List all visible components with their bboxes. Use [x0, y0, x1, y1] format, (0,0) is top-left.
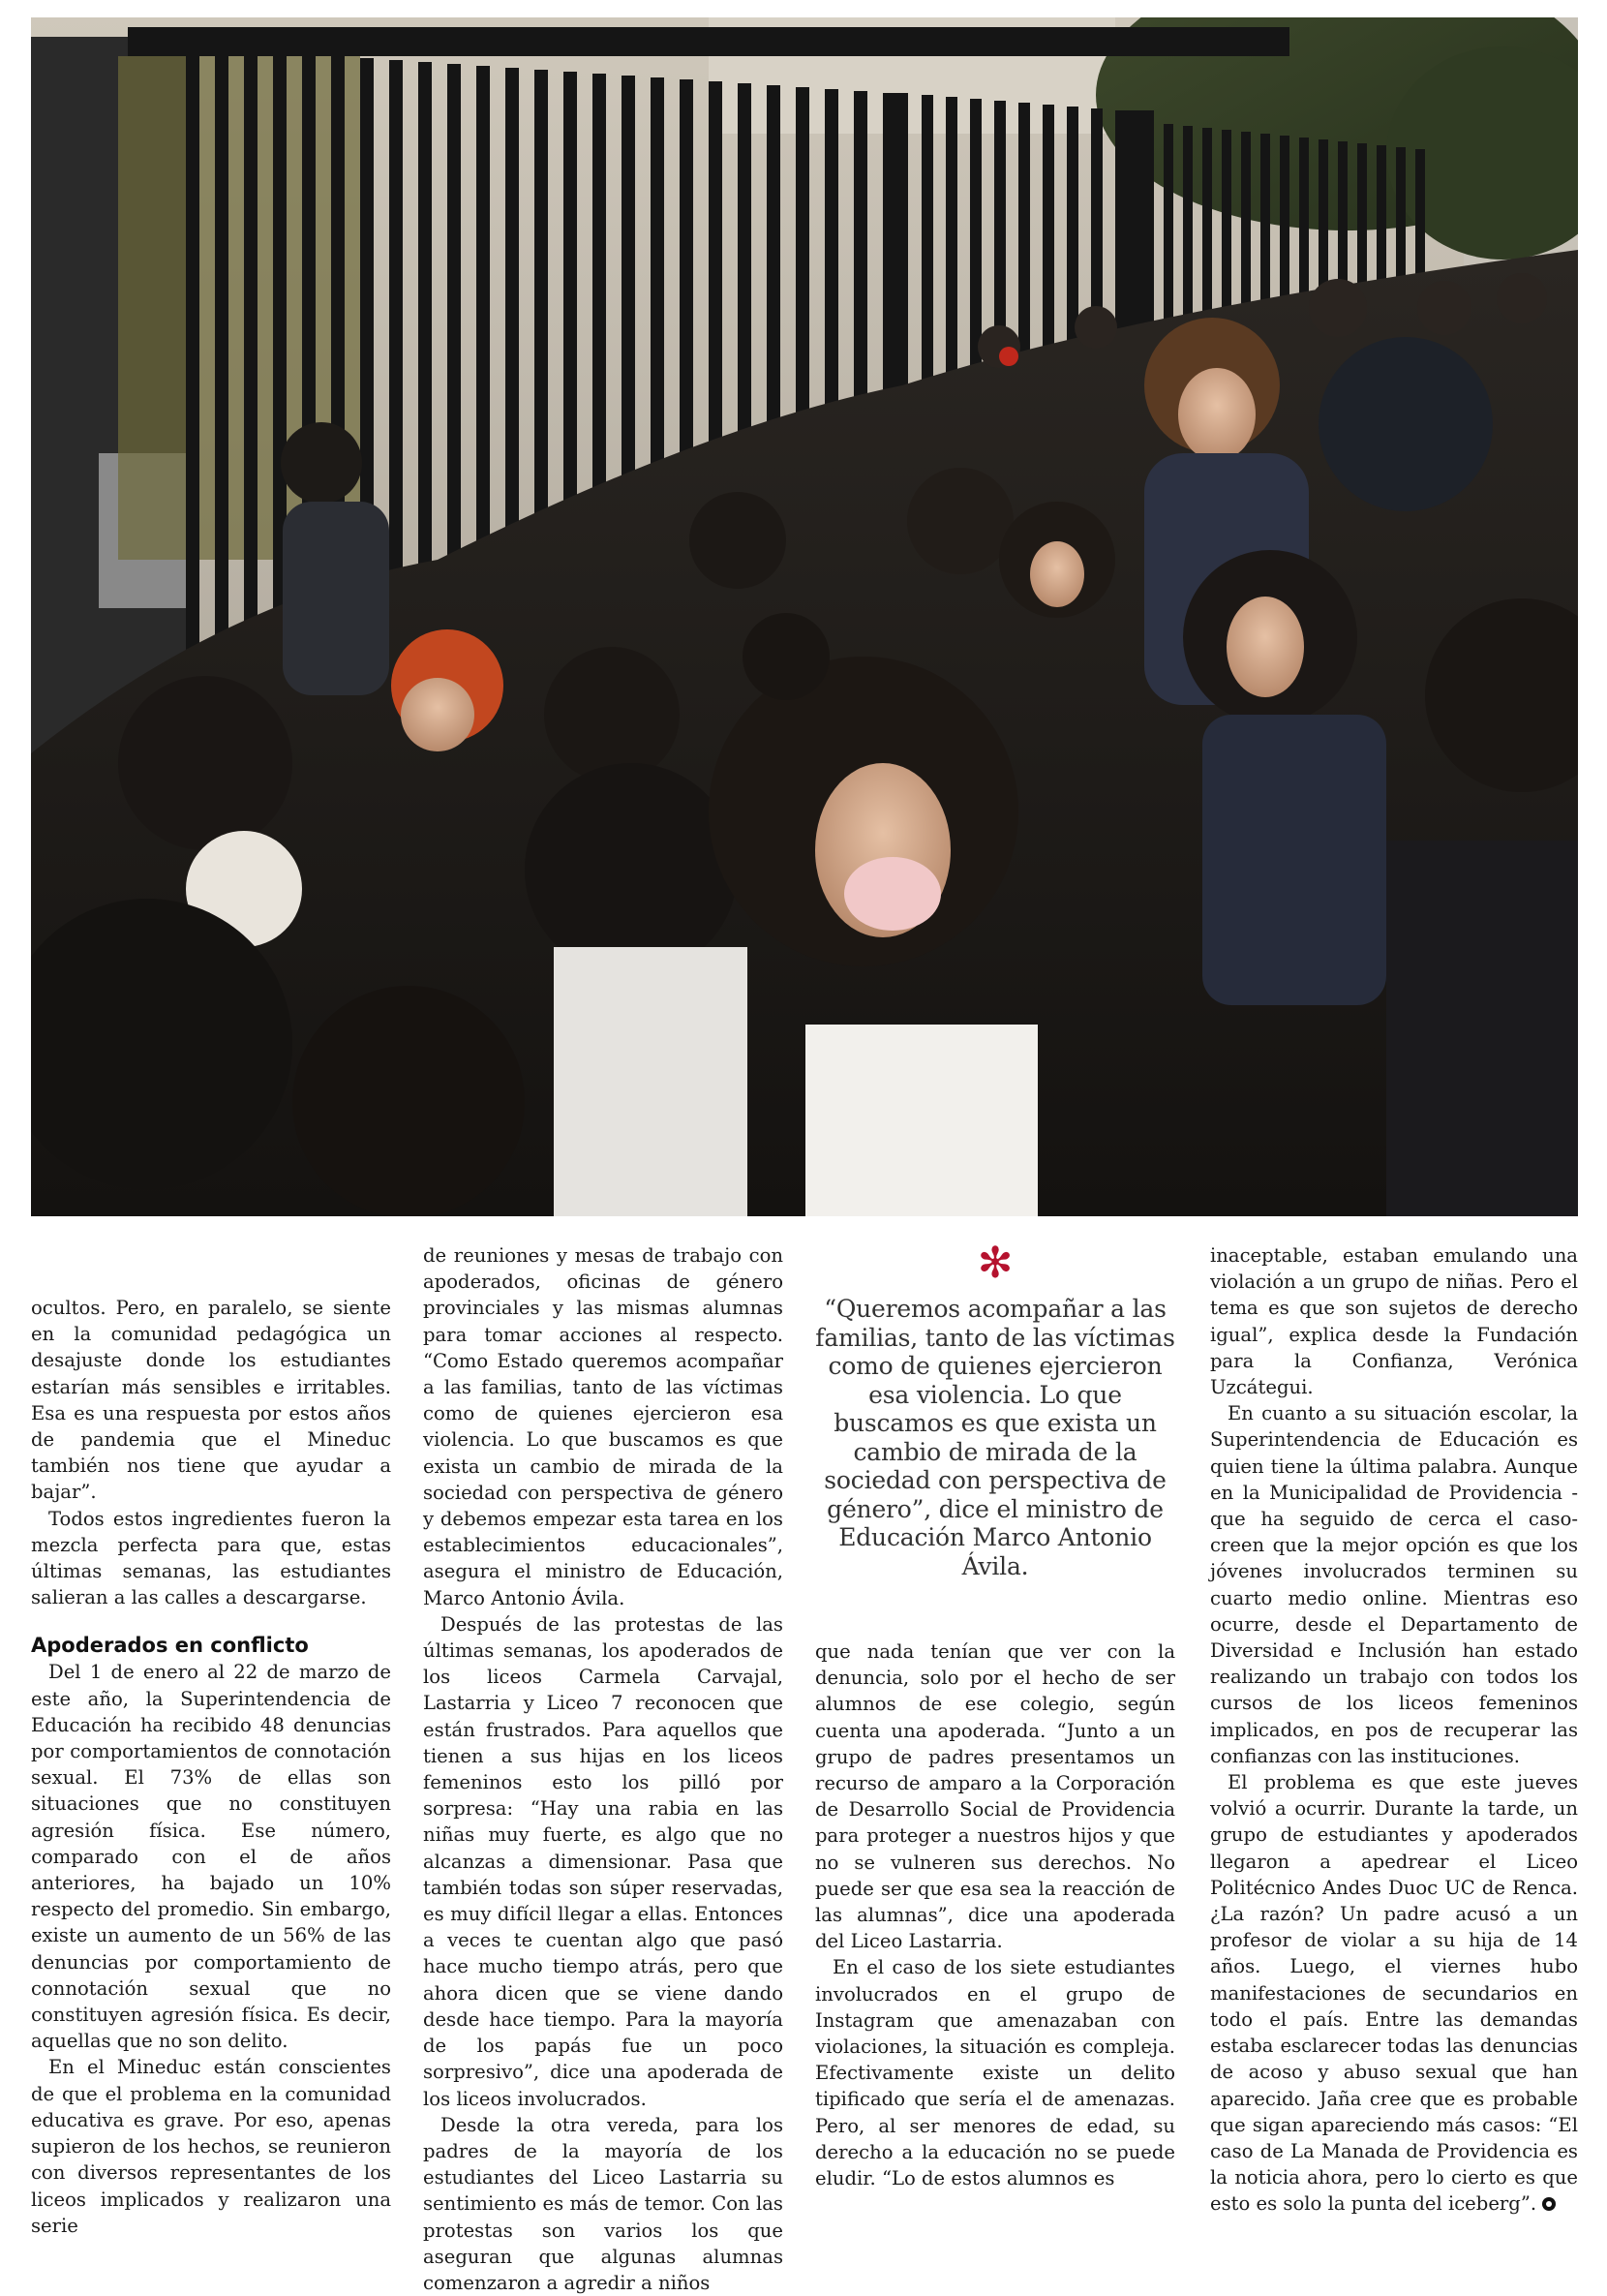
asterisk-icon: ✻ — [977, 1239, 1014, 1288]
column-2 — [423, 1242, 783, 2296]
paragraph — [1210, 1769, 1578, 2217]
end-mark-icon — [1542, 2197, 1556, 2211]
paragraph: En cuanto a su situación escolar, la Superintendencia de Educación es quien tiene la última palabra. Aunque en la Municipalidad de Providencia -que ha seguido de cerca el caso- creen que la mejor opción es que los jóvenes involucrados terminen su cuarto medio online. Mientras eso ocurre, desde el Departamento de Diversidad e Inclusión han estado realizando un trabajo con todos los cursos de los liceos femeninos implicados, en pos de recuperar las confianzas con las instituciones. — [1210, 1402, 1578, 1767]
paragraph: que nada tenían que ver con la denuncia, solo por el hecho de ser alumnos de ese colegio, según cuenta una apoderada. “Junto a un grupo de padres presentamos un recurso de amparo a la Corporación de Desarrollo Social de Providencia para proteger a nuestros hijos y que no se vulneren sus derechos. No puede ser que esa sea la reacción de las alumnas”, dice una apoderada del Liceo Lastarria. — [815, 1640, 1175, 1953]
paragraph-text: El problema es que este jueves volvió a ocurrir. Durante la tarde, un grupo de estudiantes y apoderados llegaron a apedrear el Liceo Politécnico Andes Duoc UC de Renca. ¿La razón? Un padre acusó a un profesor de violar a su hija de 14 años. Luego, el viernes hubo manifestaciones de secundarios en todo el país. Entre las demandas estaba esclarecer todas las denuncias de acoso y abuso sexual que han aparecido. Jaña cree que es probable que sigan apareciendo más casos: “El caso de La Manada de Providencia es la noticia ahora, pero lo cierto es que esto es solo la punta del iceberg”. — [1210, 1771, 1578, 2216]
column-3 — [815, 1638, 1175, 2191]
paragraph: Después de las protestas de las últimas semanas, los apoderados de los liceos Carmela Carvajal, Lastarria y Liceo 7 reconocen que están frustrados. Para aquellos que tienen a sus hijas en los liceos femeninos esto los pilló por sorpresa: “Hay una rabia en las niñas muy fuerte, es algo que no alcanzas a dimensionar. Pasa que también todas son súper reservadas, es muy difícil llegar a ellas. Entonces a veces te cuentan algo que pasó hace mucho tiempo atrás, pero que ahora dicen que se viene dando desde hace tiempo. Para la mayoría de los papás fue un poco sorpresivo”, dice una apoderada de los liceos involucrados. — [423, 1612, 783, 2110]
section-subhead: Apoderados en conflicto — [31, 1634, 309, 1658]
paragraph: de reuniones y mesas de trabajo con apoderados, oficinas de género provinciales y las mismas alumnas para tomar acciones al respecto. “Como Estado queremos acompañar a las familias, tanto de las víctimas como de quienes ejercieron esa violencia. Lo que buscamos es que exista un cambio de mirada de la sociedad con perspectiva de género y debemos empezar esta tarea en los establecimientos educacionales”, asegura el ministro de Educación, Marco Antonio Ávila. — [423, 1244, 783, 1609]
paragraph: Desde la otra vereda, para los padres de la mayoría de los estudiantes del Liceo Lastarria su sentimiento es más de temor. Con las protestas son varios los que aseguran que algunas alumnas comenzaron a agredir a niños — [423, 2113, 783, 2294]
paragraph: inaceptable, estaban emulando una violación a un grupo de niñas. Pero el tema es que son sujetos de derecho igual”, explica desde la Fundación para la Confianza, Verónica Uzcátegui. — [1210, 1244, 1578, 1399]
paragraph: En el caso de los siete estudiantes involucrados en el grupo de Instagram que amenazaban con violaciones, la situación es compleja. Efectivamente existe un delito tipificado que sería el de amenazas. Pero, al ser menores de edad, su derecho a la educación no se puede eludir. “Lo de estos alumnos es — [815, 1956, 1175, 2190]
pull-quote-text: “Queremos acompañar a las familias, tanto de las víctimas como de quienes ejercieron esa violencia. Lo que buscamos es que exista un cambio de mirada de la sociedad con perspectiva de género”, dice el ministro de Educación Marco Antonio Ávila. — [815, 1295, 1175, 1580]
column-1 — [31, 1242, 391, 2239]
photo-icon — [31, 17, 1578, 1216]
article-photo — [31, 17, 1578, 1216]
pull-quote — [815, 1239, 1175, 1580]
paragraph: Todos estos ingredientes fueron la mezcla perfecta para que, estas últimas semanas, las estudiantes salieran a las calles a descargarse. — [31, 1507, 391, 1609]
paragraph: ocultos. Pero, en paralelo, se siente en la comunidad pedagógica un desajuste donde los estudiantes estarían más sensibles e irritables. Esa es una respuesta por estos años de pandemia que el Mineduc también nos tiene que ayudar a bajar”. — [31, 1297, 391, 1504]
paragraph: En el Mineduc están conscientes de que el problema en la comunidad educativa es grave. Por eso, apenas supieron de los hechos, se reunieron con diversos representantes de los liceos implicados y realizaron una serie — [31, 2056, 391, 2237]
paragraph: Del 1 de enero al 22 de marzo de este año, la Superintendencia de Educación ha recibido 48 denuncias por comportamientos de connotación sexual. El 73% de ellas son situaciones que no constituyen agresión física. Ese número, comparado con el de años anteriores, ha bajado un 10% respecto del promedio. Sin embargo, existe un aumento de un 56% de las denuncias por comportamiento de connotación sexual que no constituyen agresión física. Es decir, aquellas que no son delito. — [31, 1661, 391, 2053]
